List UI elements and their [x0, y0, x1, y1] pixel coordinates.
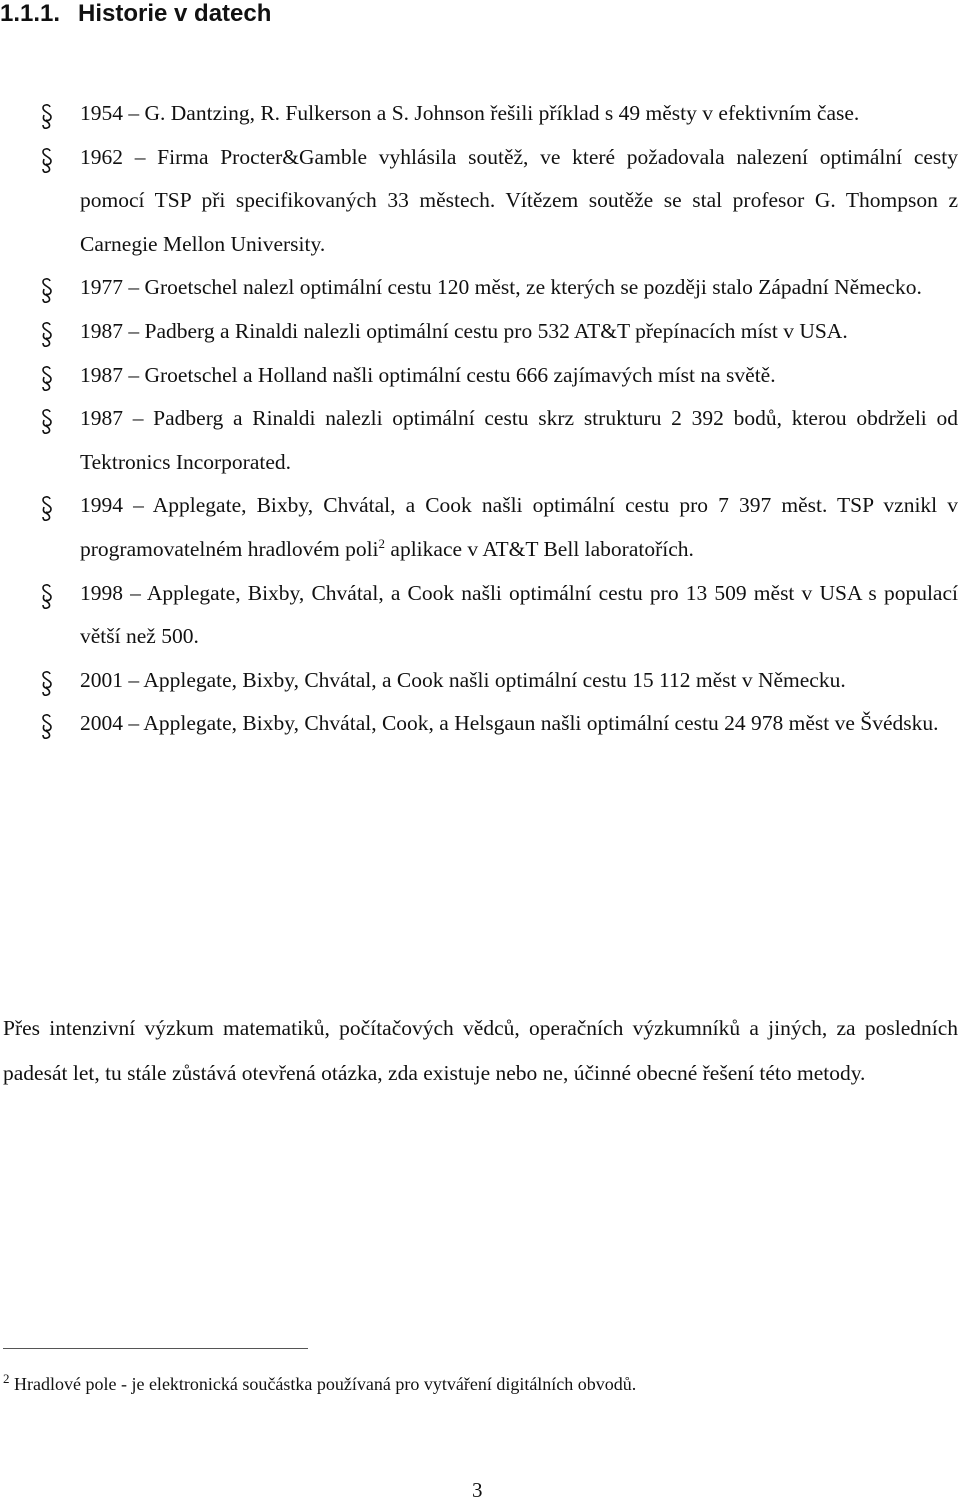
footnote-marker: 2: [3, 1371, 10, 1386]
timeline-text: 1994 – Applegate, Bixby, Chvátal, a Cook našli optimální cestu pro 7 397 měst. TSP vznikl v programovatelném hradlovém poli: [80, 493, 958, 561]
timeline-item: [0, 659, 960, 703]
page-number: 3: [472, 1478, 483, 1502]
timeline-item: [0, 702, 960, 746]
timeline-text-continued: aplikace v AT&T Bell laboratořích.: [385, 536, 694, 561]
section-sign-bullet-icon: [40, 670, 54, 696]
timeline-text: 1987 – Groetschel a Holland našli optimální cestu 666 zajímavých míst na světě.: [80, 362, 776, 387]
body-paragraph: Přes intenzivní výzkum matematiků, počítačových vědců, operačních výzkumníků a jiných, za posledních padesát let, tu stále zůstává otevřená otázka, zda existuje nebo ne, účinné obecné řešení této metody.: [3, 1016, 958, 1085]
timeline-item: [0, 310, 960, 354]
timeline-text: 1962 – Firma Procter&Gamble vyhlásila soutěž, ve které požadovala nalezení optimální cesty pomocí TSP při specifikovaných 33 městech. Vítězem soutěže se stal profesor G. Thompson z Carnegie Mellon University.: [80, 144, 958, 256]
timeline-item: [0, 266, 960, 310]
section-sign-bullet-icon: [40, 495, 54, 521]
timeline-item: [0, 92, 960, 136]
section-sign-bullet-icon: [40, 321, 54, 347]
section-sign-bullet-icon: [40, 147, 54, 173]
timeline-text: 1977 – Groetschel nalezl optimální cestu 120 měst, ze kterých se později stalo Západní Německo.: [80, 275, 922, 300]
section-number: 1.1.1.: [0, 0, 61, 27]
footnote: [3, 1372, 636, 1396]
timeline-text: 2001 – Applegate, Bixby, Chvátal, a Cook našli optimální cestu 15 112 měst v Německu.: [80, 667, 846, 692]
timeline-item: [0, 136, 960, 267]
timeline-text: 2004 – Applegate, Bixby, Chvátal, Cook, a Helsgaun našli optimální cestu 24 978 měst ve Švédsku.: [80, 711, 939, 736]
timeline-item: [0, 484, 960, 571]
timeline-item: [0, 397, 960, 484]
section-heading: [0, 0, 271, 28]
section-sign-bullet-icon: [40, 713, 54, 739]
section-sign-bullet-icon: [40, 583, 54, 609]
footnote-reference[interactable]: 2: [378, 535, 386, 551]
section-sign-bullet-icon: [40, 408, 54, 434]
footnote-separator: [3, 1348, 308, 1349]
section-title: Historie v datech: [78, 0, 272, 27]
footnote-text: Hradlové pole - je elektronická součástka používaná pro vytváření digitálních obvodů.: [14, 1374, 637, 1394]
timeline-text: 1954 – G. Dantzing, R. Fulkerson a S. Johnson řešili příklad s 49 městy v efektivním čase.: [80, 101, 860, 125]
section-sign-bullet-icon: [40, 365, 54, 391]
timeline-text: 1987 – Padberg a Rinaldi nalezli optimální cestu pro 532 AT&T přepínacích míst v USA.: [80, 318, 848, 343]
timeline-text: 1998 – Applegate, Bixby, Chvátal, a Cook našli optimální cestu pro 13 509 měst v USA s populací větší než 500.: [80, 580, 958, 649]
section-sign-bullet-icon: [40, 103, 54, 129]
section-sign-bullet-icon: [40, 277, 54, 303]
timeline-text: 1987 – Padberg a Rinaldi nalezli optimální cestu skrz strukturu 2 392 bodů, kterou obdrželi od Tektronics Incorporated.: [80, 406, 958, 474]
timeline-item: [0, 572, 960, 659]
timeline-item: [0, 354, 960, 398]
timeline-list: [0, 92, 960, 746]
